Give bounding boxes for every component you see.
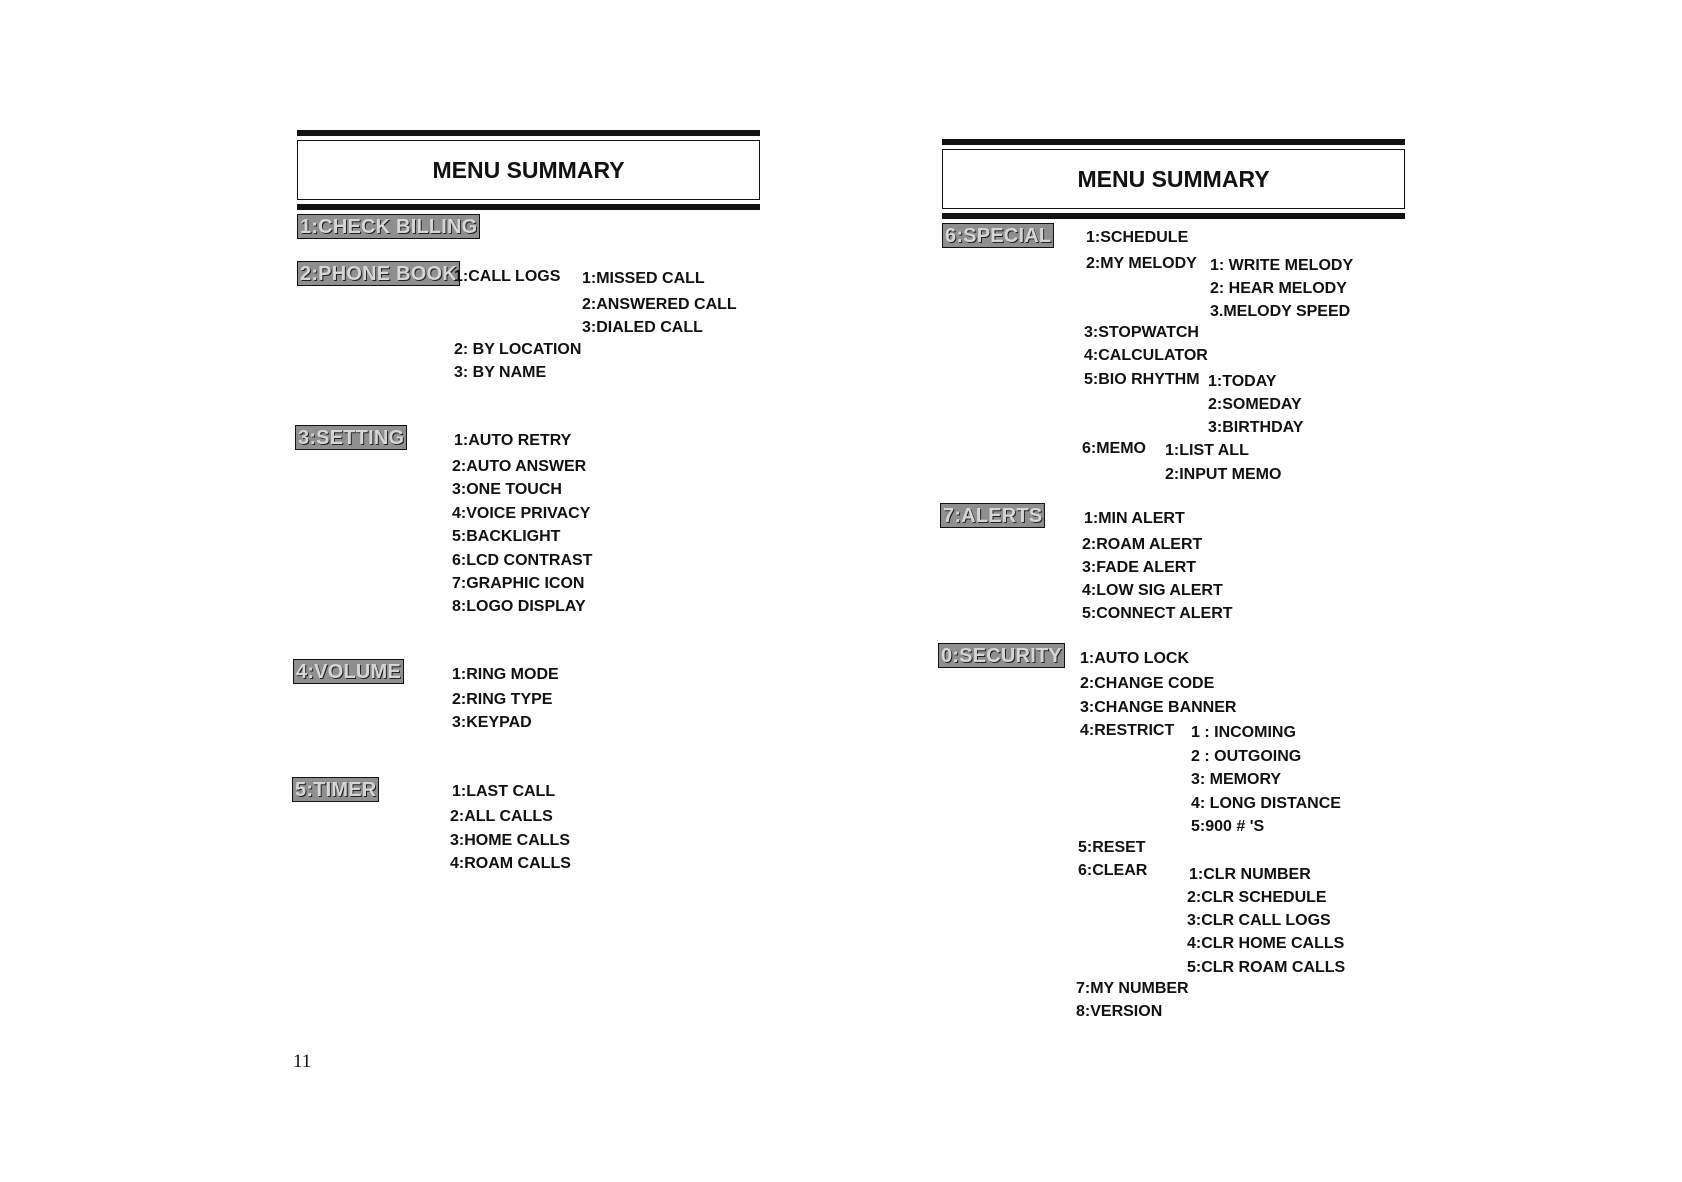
menu-item: 7:GRAPHIC ICON — [452, 575, 585, 592]
page-title: MENU SUMMARY — [1077, 165, 1270, 192]
menu-item: 2:AUTO ANSWER — [452, 458, 587, 475]
submenu-item: 2:CLR SCHEDULE — [1187, 889, 1327, 906]
menu-item: 3:KEYPAD — [452, 714, 532, 731]
menu-item: 4:RESTRICT — [1080, 722, 1175, 739]
menu-item: 3:FADE ALERT — [1082, 559, 1197, 576]
menu-item: 6:LCD CONTRAST — [452, 552, 593, 569]
submenu-item: 3.MELODY SPEED — [1210, 303, 1351, 320]
menu-item: 5:RESET — [1078, 839, 1146, 856]
menu-item: 7:MY NUMBER — [1076, 980, 1189, 997]
menu-item: 2:RING TYPE — [452, 691, 553, 708]
menu-item: 1:LAST CALL — [452, 783, 556, 800]
menu-item: 4:ROAM CALLS — [450, 855, 571, 872]
submenu-item: 2 : OUTGOING — [1191, 748, 1302, 765]
section-label-timer: 5:TIMER — [292, 777, 379, 802]
menu-item: 3:ONE TOUCH — [452, 481, 562, 498]
section-label-volume: 4:VOLUME — [293, 659, 404, 684]
title-box — [297, 130, 760, 210]
menu-item: 4:VOICE PRIVACY — [452, 505, 591, 522]
page-title: MENU SUMMARY — [432, 156, 625, 183]
menu-item: 5:BIO RHYTHM — [1084, 371, 1200, 388]
menu-item: 1:AUTO LOCK — [1080, 650, 1190, 667]
submenu-item: 3: MEMORY — [1191, 771, 1282, 788]
submenu-item: 3:CLR CALL LOGS — [1187, 912, 1331, 929]
submenu-item: 1:MISSED CALL — [582, 270, 705, 287]
menu-item: 3:STOPWATCH — [1084, 324, 1199, 341]
submenu-item: 2: HEAR MELODY — [1210, 280, 1347, 297]
menu-item: 1:SCHEDULE — [1086, 229, 1189, 246]
submenu-item: 1 : INCOMING — [1191, 724, 1296, 741]
section-label-check-billing: 1:CHECK BILLING — [297, 214, 480, 239]
submenu-item: 1:CLR NUMBER — [1189, 866, 1311, 883]
menu-item: 5:BACKLIGHT — [452, 528, 561, 545]
section-label-security: 0:SECURITY — [938, 643, 1065, 668]
section-label-phone-book: 2:PHONE BOOK — [297, 261, 460, 286]
right-page — [841, 0, 1682, 1182]
menu-item: 1:AUTO RETRY — [454, 432, 572, 449]
menu-item: 2:ROAM ALERT — [1082, 536, 1203, 553]
menu-item: 6:MEMO — [1082, 440, 1146, 457]
submenu-item: 2:INPUT MEMO — [1165, 466, 1282, 483]
submenu-item: 5:CLR ROAM CALLS — [1187, 959, 1346, 976]
menu-item: 2:MY MELODY — [1086, 255, 1197, 272]
page-number: 11 — [293, 1051, 312, 1072]
menu-item: 3:HOME CALLS — [450, 832, 570, 849]
menu-item: 2:CHANGE CODE — [1080, 675, 1215, 692]
menu-item: 6:CLEAR — [1078, 862, 1148, 879]
section-label-special: 6:SPECIAL — [942, 223, 1054, 248]
menu-item: 8:LOGO DISPLAY — [452, 598, 586, 615]
submenu-item: 5:900 # 'S — [1191, 818, 1265, 835]
menu-item: 2: BY LOCATION — [454, 341, 582, 358]
menu-item: 4:LOW SIG ALERT — [1082, 582, 1223, 599]
menu-item: 3:CHANGE BANNER — [1080, 699, 1237, 716]
submenu-item: 4: LONG DISTANCE — [1191, 795, 1341, 812]
menu-item: 8:VERSION — [1076, 1003, 1163, 1020]
submenu-item: 1:TODAY — [1208, 373, 1277, 390]
menu-item: 1:CALL LOGS — [454, 268, 561, 285]
menu-item: 2:ALL CALLS — [450, 808, 553, 825]
menu-item: 5:CONNECT ALERT — [1082, 605, 1233, 622]
submenu-item: 2:ANSWERED CALL — [582, 296, 737, 313]
submenu-item: 1: WRITE MELODY — [1210, 257, 1354, 274]
section-label-alerts: 7:ALERTS — [940, 503, 1045, 528]
menu-item: 1:RING MODE — [452, 666, 559, 683]
submenu-item: 1:LIST ALL — [1165, 442, 1249, 459]
submenu-item: 4:CLR HOME CALLS — [1187, 935, 1345, 952]
menu-item: 3: BY NAME — [454, 364, 547, 381]
section-label-setting: 3:SETTING — [295, 425, 407, 450]
menu-item: 1:MIN ALERT — [1084, 510, 1185, 527]
submenu-item: 3:BIRTHDAY — [1208, 419, 1304, 436]
submenu-item: 3:DIALED CALL — [582, 319, 703, 336]
menu-item: 4:CALCULATOR — [1084, 347, 1208, 364]
title-box — [942, 139, 1405, 219]
submenu-item: 2:SOMEDAY — [1208, 396, 1302, 413]
